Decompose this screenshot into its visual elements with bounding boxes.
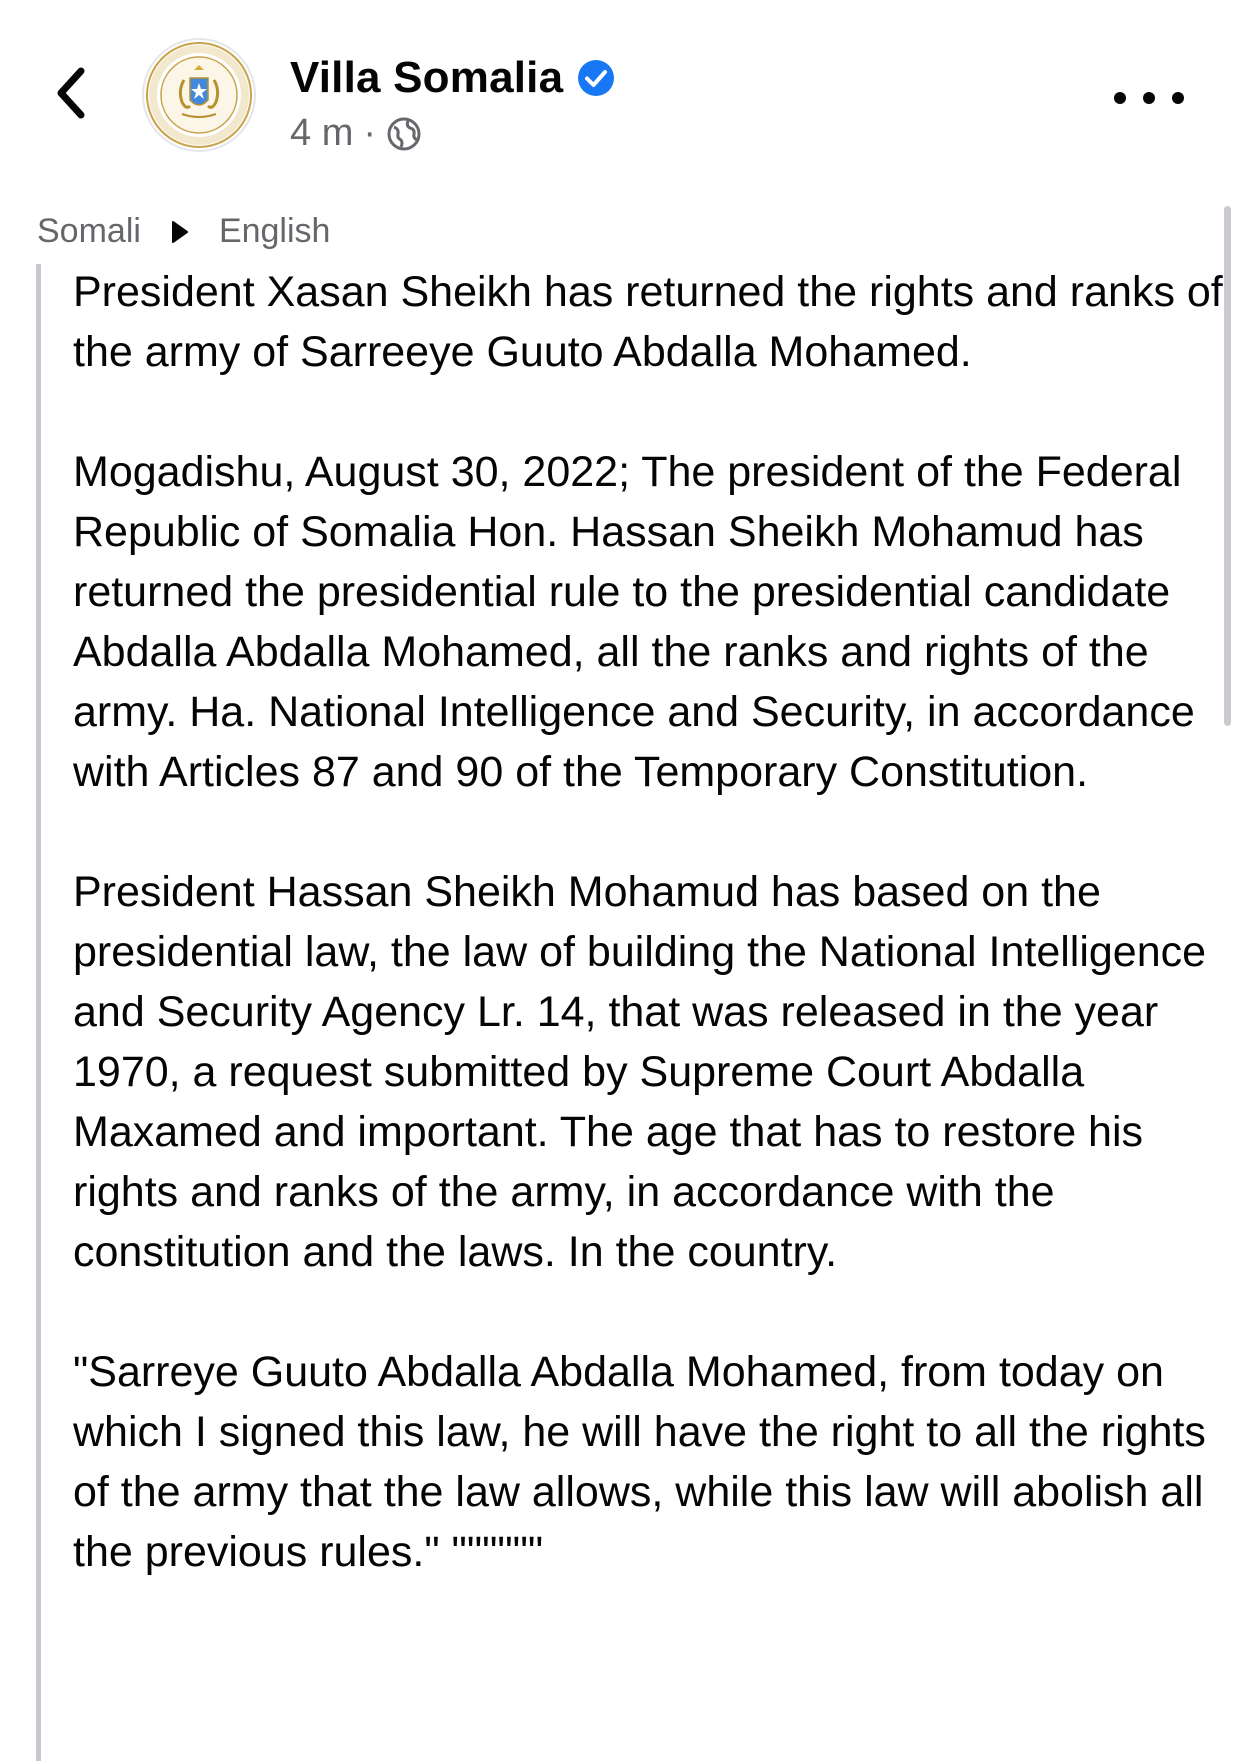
post-paragraph: "Sarreye Guuto Abdalla Abdalla Mohamed, from today on which I signed this law, he will have the right to all the rights of the army that the law allows, while this law will abolish all the previous rules." """"""	[73, 1348, 1206, 1576]
verified-badge-icon	[577, 59, 615, 97]
page-name-row	[290, 52, 615, 104]
translation-indicator	[37, 212, 330, 251]
post-paragraph: President Hassan Sheikh Mohamud has based on the presidential law, the law of building the National Intelligence and Security Agency Lr. 14, that was released in the year 1970, a request submitted by Supreme Court Abdalla Maxamed and important. The age that has to restore his rights and ranks of the army, in accordance with the constitution and the laws. In the country.	[73, 868, 1207, 1276]
more-dots-icon	[1143, 92, 1155, 104]
page-name[interactable]: Villa Somalia	[290, 53, 564, 102]
globe-icon	[386, 116, 422, 152]
translation-quote-bar	[36, 264, 41, 1761]
meta-separator: ·	[363, 112, 377, 154]
post-meta	[290, 112, 422, 155]
chevron-left-icon	[53, 67, 87, 119]
scrollbar[interactable]	[1224, 206, 1231, 726]
post-text	[73, 262, 1223, 1642]
villa-somalia-seal-logo	[144, 40, 254, 150]
post-timestamp[interactable]: 4 m	[290, 112, 354, 154]
post-paragraph: President Xasan Sheikh has returned the rights and ranks of the army of Sarreeye Guuto Abdalla Mohamed.	[73, 268, 1223, 376]
post-paragraph: Mogadishu, August 30, 2022; The president of the Federal Republic of Somalia Hon. Hassan Sheikh Mohamud has returned the presidential rule to the presidential candidate Abdalla Abdalla Mohamed, all the ranks and rights of the army. Ha. National Intelligence and Security, in accordance with Articles 87 and 90 of the Temporary Constitution.	[73, 448, 1195, 796]
translate-arrow-icon	[169, 219, 191, 245]
more-dots-icon	[1114, 92, 1126, 104]
back-button[interactable]	[40, 58, 100, 128]
more-dots-icon	[1172, 92, 1184, 104]
page-avatar[interactable]	[142, 38, 256, 152]
more-options-button[interactable]	[1114, 78, 1184, 118]
target-language[interactable]: English	[218, 212, 331, 250]
source-language: Somali	[37, 212, 141, 250]
post-header	[0, 0, 1242, 190]
